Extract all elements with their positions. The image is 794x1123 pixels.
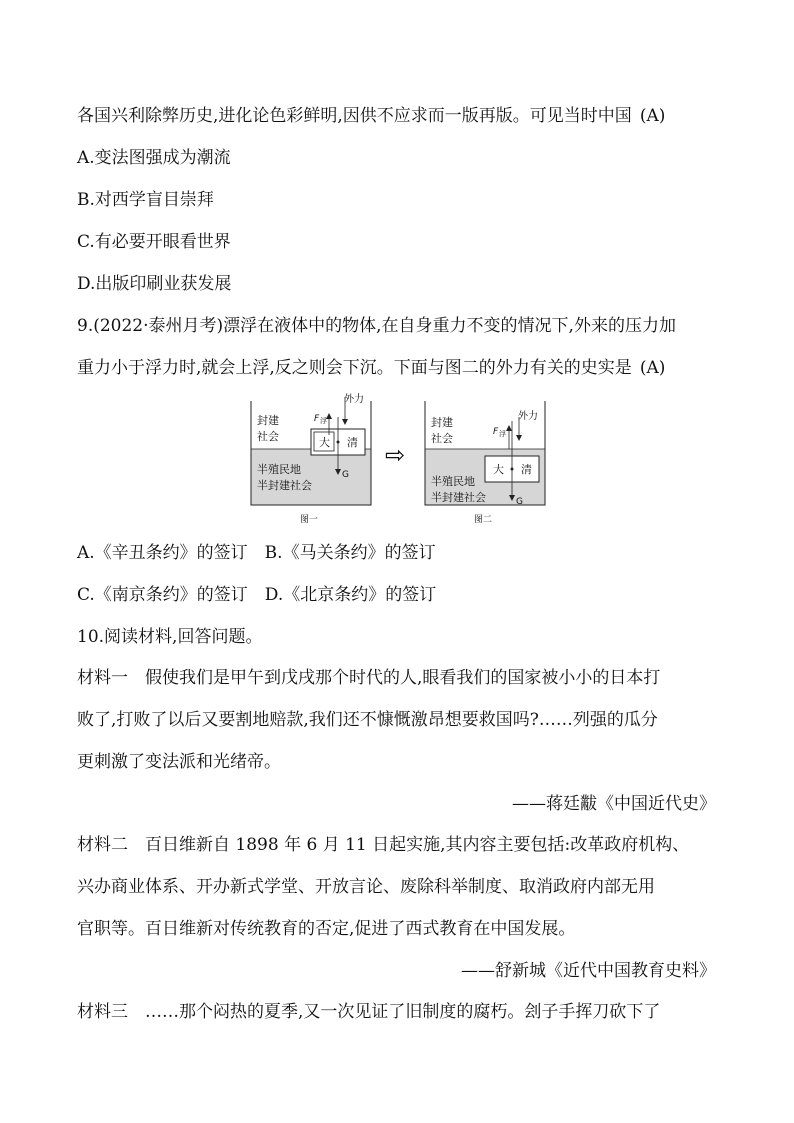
q8-option-c: C.有必要开眼看世界 — [77, 232, 231, 252]
q10-m1-source: ——蒋廷黻《中国近代史》 — [512, 794, 716, 814]
feudal-label-1a: 封建 — [257, 414, 279, 427]
feudal-label-2b: 社会 — [431, 432, 453, 445]
figure-two — [425, 401, 545, 525]
q8-stem-end — [77, 105, 665, 127]
q9-options-row2: C.《南京条约》的签订 D.《北京条约》的签订 — [77, 585, 437, 605]
q10-title: 10.阅读材料,回答问题。 — [77, 627, 263, 647]
q10-m2-source: ——舒新城《近代中国教育史料》 — [461, 961, 716, 981]
semi-label-2b: 半封建社会 — [431, 491, 486, 504]
liquid-fill-1 — [251, 449, 371, 505]
buoyancy-f-2: F — [493, 427, 499, 437]
semi-label-1a: 半殖民地 — [257, 463, 301, 476]
external-arrowhead-1 — [342, 419, 348, 425]
q10-m3-line1: 材料三 ……那个闷热的夏季,又一次见证了旧制度的腐朽。刽子手挥刀砍下了 — [77, 1002, 661, 1022]
gravity-label-1: G — [342, 470, 349, 480]
external-force-label-2: 外力 — [518, 411, 538, 422]
buoyancy-sub-1: 浮 — [320, 417, 327, 425]
buoyancy-sub-2: 浮 — [499, 430, 506, 438]
semi-label-2a: 半殖民地 — [431, 475, 475, 488]
q10-m2-line3: 官职等。百日维新对传统教育的否定,促进了西式教育在中国发展。 — [77, 919, 576, 939]
box-right-char-1: 清 — [347, 436, 358, 449]
figure-one — [251, 392, 371, 525]
buoyancy-figure — [248, 391, 548, 535]
external-force-label-1: 外力 — [344, 394, 364, 405]
q8-option-b: B.对西学盲目崇拜 — [77, 190, 214, 210]
feudal-label-1b: 社会 — [257, 430, 279, 443]
q10-m2-line2: 兴办商业体系、开办新式学堂、开放言论、废除科举制度、取消政府内部无用 — [77, 877, 655, 897]
q10-m2-line1: 材料二 百日维新自 1898 年 6 月 11 日起实施,其内容主要包括:改革政府机构、 — [77, 835, 690, 855]
q10-m1-line2: 败了,打败了以后又要割地赔款,我们还不慷慨激昂想要救国吗?……列强的瓜分 — [77, 710, 658, 730]
q8-answer: (A) — [639, 106, 666, 126]
q8-option-d: D.出版印刷业获发展 — [77, 274, 232, 294]
buoyancy-arrowhead-2 — [506, 425, 512, 431]
q9-stem-line2 — [77, 357, 665, 379]
q8-stem-text: 各国兴利除弊历史,进化论色彩鲜明,因供不应求而一版再版。可见当时中国 — [77, 106, 632, 126]
transition-arrow-icon: ⇨ — [385, 441, 406, 469]
box-right-char-2: 清 — [521, 463, 532, 476]
box-left-char-2: 大 — [493, 463, 504, 476]
center-dot-1 — [337, 441, 340, 444]
buoyancy-diagram — [248, 391, 548, 531]
buoyancy-f-1: F — [314, 414, 320, 424]
gravity-label-2: G — [516, 497, 523, 507]
external-arrowhead-2 — [516, 435, 522, 441]
q9-stem-text: 重力小于浮力时,就会上浮,反之则会下沉。下面与图二的外力有关的史实是 — [77, 358, 632, 378]
center-dot-2 — [511, 468, 514, 471]
box-left-char-1: 大 — [319, 436, 330, 449]
figure-two-caption: 图二 — [474, 515, 493, 525]
q10-m1-line3: 更刺激了变法派和光绪帝。 — [77, 752, 281, 772]
figure-one-caption: 图一 — [300, 515, 319, 525]
q8-option-a: A.变法图强成为潮流 — [77, 148, 231, 168]
q9-options-row1: A.《辛丑条约》的签订 B.《马关条约》的签订 — [77, 543, 436, 563]
q9-answer: (A) — [639, 358, 666, 378]
q10-m1-line1: 材料一 假使我们是甲午到戊戌那个时代的人,眼看我们的国家被小小的日本打 — [77, 668, 661, 688]
q9-stem-line1: 9.(2022·泰州月考)漂浮在液体中的物体,在自身重力不变的情况下,外来的压力加 — [77, 316, 676, 336]
semi-label-1b: 半封建社会 — [257, 479, 312, 492]
feudal-label-2a: 封建 — [431, 416, 453, 429]
